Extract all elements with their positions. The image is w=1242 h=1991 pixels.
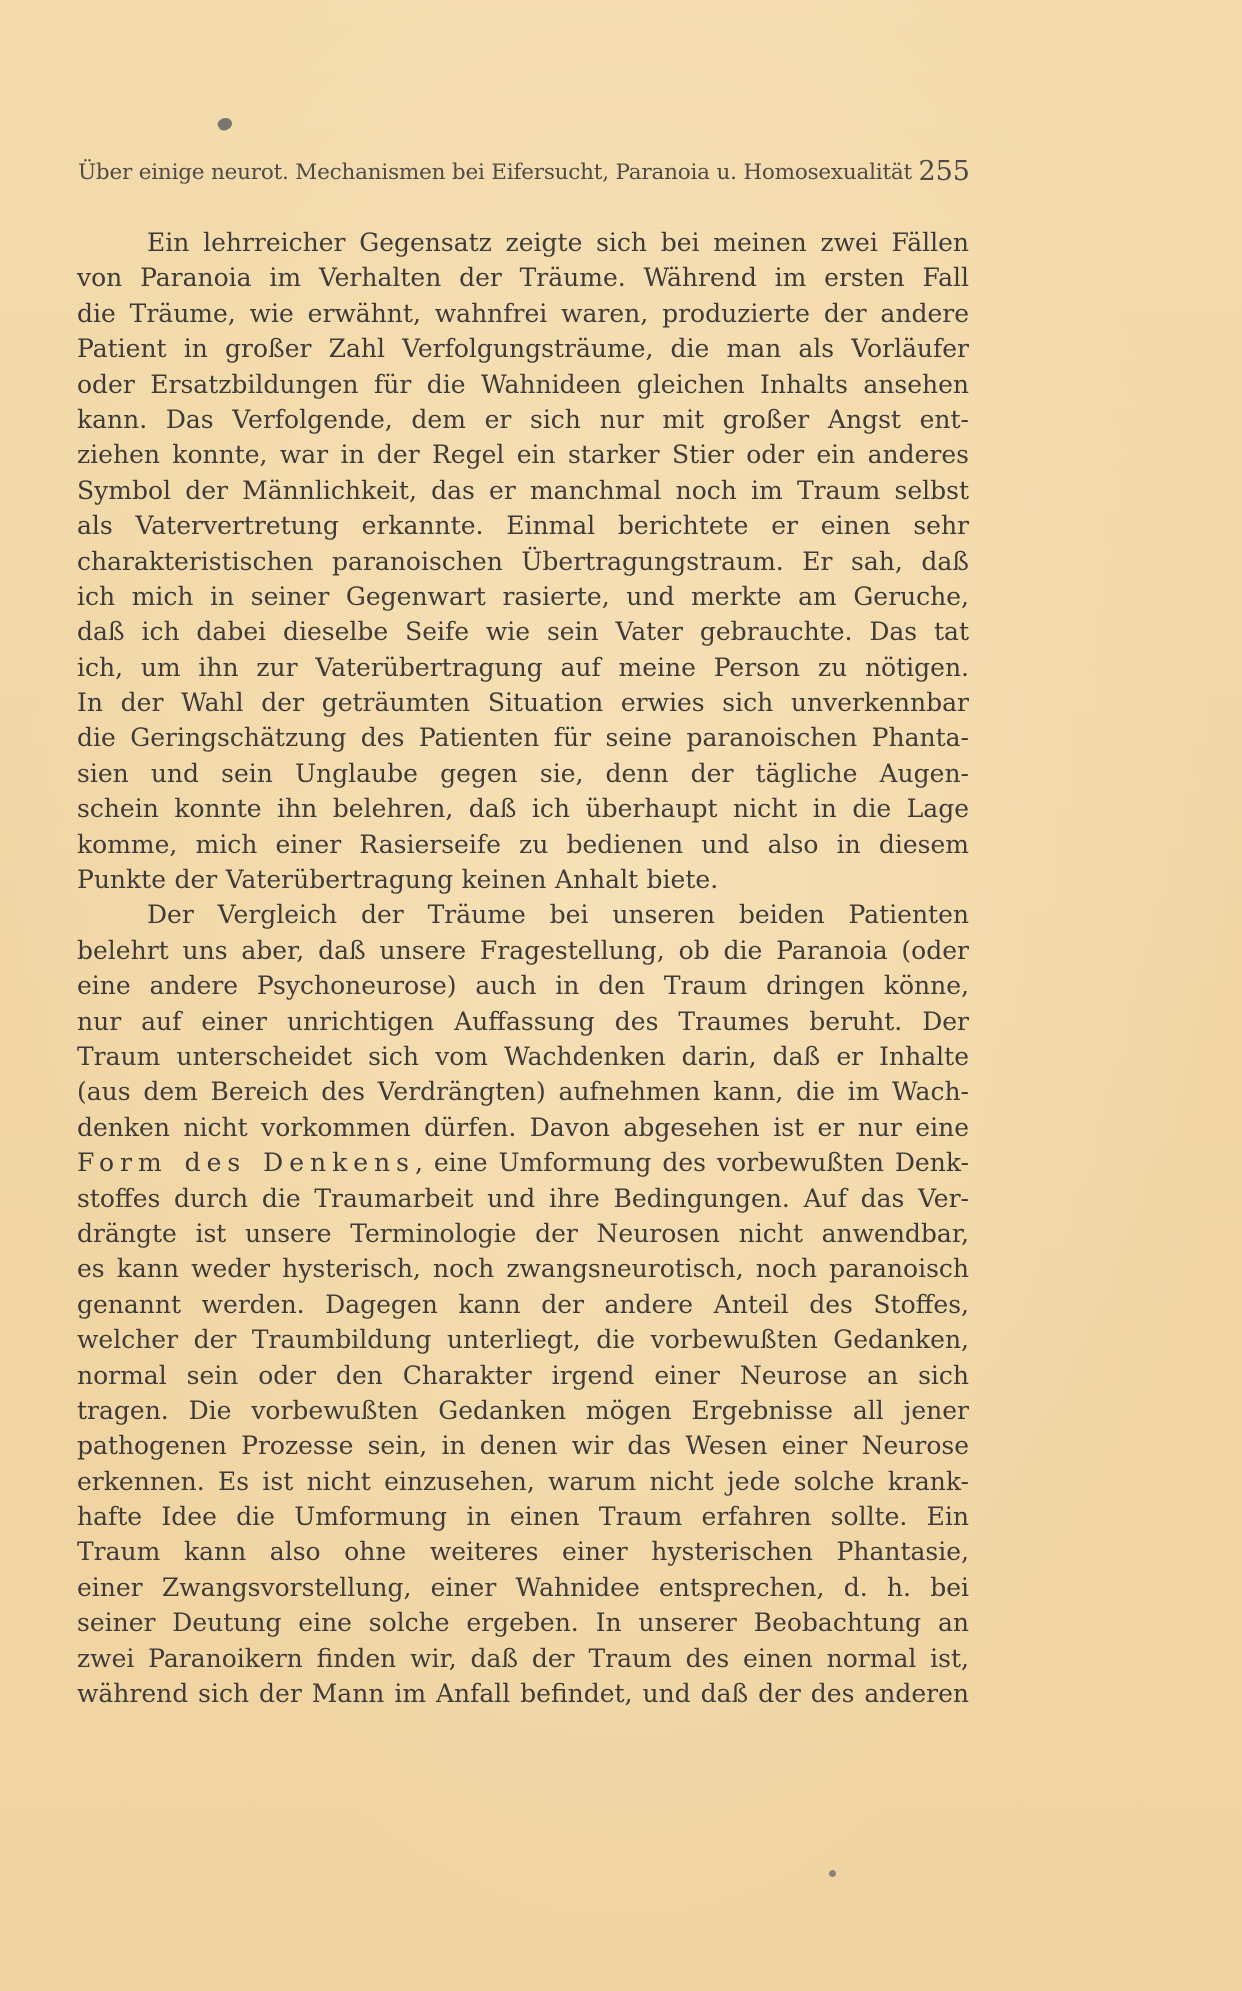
text-line: genannt werden. Dagegen kann der andere Anteil des Stoffes, <box>77 1289 969 1319</box>
text-line: eine andere Psychoneurose) auch in den Traum dringen könne, <box>77 971 969 1001</box>
running-title: Über einige neurot. Mechanismen bei Eifersucht, Paranoia u. Homosexualität <box>78 160 912 185</box>
text-line: In der Wahl der geträumten Situation erwies sich unverkennbar <box>77 688 969 718</box>
text-line: sien und sein Unglaube gegen sie, denn der tägliche Augen- <box>77 758 969 788</box>
text-line: Symbol der Männlichkeit, das er manchmal noch im Traum selbst <box>77 475 969 505</box>
text-line: einer Zwangsvorstellung, einer Wahnidee entsprechen, d. h. bei <box>77 1572 969 1602</box>
text-line: Traum kann also ohne weiteres einer hysterischen Phantasie, <box>77 1537 969 1567</box>
text-line: während sich der Mann im Anfall befindet, und daß der des anderen <box>77 1679 969 1709</box>
text-line: ziehen konnte, war in der Regel ein starker Stier oder ein anderes <box>77 440 969 470</box>
text-line: schein konnte ihn belehren, daß ich überhaupt nicht in die Lage <box>77 794 969 824</box>
paragraph-start-line: Der Vergleich der Träume bei unseren beiden Patienten <box>147 900 969 930</box>
text-line: hafte Idee die Umformung in einen Traum erfahren sollte. Ein <box>77 1502 969 1532</box>
text-line: stoffes durch die Traumarbeit und ihre Bedingungen. Auf das Ver- <box>77 1183 969 1213</box>
text-line: kann. Das Verfolgende, dem er sich nur mit großer Angst ent- <box>77 404 969 434</box>
emphasized-phrase: Form des Denkens <box>77 1148 415 1178</box>
text-line: belehrt uns aber, daß unsere Fragestellung, ob die Paranoia (oder <box>77 935 969 965</box>
text-line: zwei Paranoikern finden wir, daß der Traum des einen normal ist, <box>77 1643 969 1673</box>
text-line: Traum unterscheidet sich vom Wachdenken darin, daß er Inhalte <box>77 1041 969 1071</box>
text-line: die Geringschätzung des Patienten für seine paranoischen Phanta- <box>77 723 969 753</box>
page-number: 255 <box>918 156 970 187</box>
text-line: es kann weder hysterisch, noch zwangsneurotisch, noch paranoisch <box>77 1254 969 1284</box>
paragraph-end-line: Punkte der Vaterübertragung keinen Anhalt biete. <box>77 865 719 895</box>
text-line-remainder: , eine Umformung des vorbewußten Denk- <box>414 1148 969 1178</box>
text-line: oder Ersatzbildungen für die Wahnideen gleichen Inhalts ansehen <box>77 369 969 399</box>
text-line: nur auf einer unrichtigen Auffassung des Traumes beruht. Der <box>77 1006 969 1036</box>
ink-speck-mark <box>216 115 234 132</box>
text-line: welcher der Traumbildung unterliegt, die vorbewußten Gedanken, <box>77 1325 969 1355</box>
text-line: (aus dem Bereich des Verdrängten) aufnehmen kann, die im Wach- <box>77 1077 969 1107</box>
text-line: als Vatervertretung erkannte. Einmal berichtete er einen sehr <box>77 511 969 541</box>
text-line: ich, um ihn zur Vaterübertragung auf meine Person zu nötigen. <box>77 652 969 682</box>
text-line: pathogenen Prozesse sein, in denen wir das Wesen einer Neurose <box>77 1431 969 1461</box>
text-line: denken nicht vorkommen dürfen. Davon abgesehen ist er nur eine <box>77 1112 969 1142</box>
text-line: drängte ist unsere Terminologie der Neurosen nicht anwendbar, <box>77 1218 969 1248</box>
text-line: Patient in großer Zahl Verfolgungsträume, die man als Vorläufer <box>77 334 969 364</box>
text-line: ich mich in seiner Gegenwart rasierte, und merkte am Geruche, <box>77 581 969 611</box>
text-line: komme, mich einer Rasierseife zu bedienen und also in diesem <box>77 829 969 859</box>
text-line-with-emphasis <box>77 1145 969 1180</box>
text-line: charakteristischen paranoischen Übertragungstraum. Er sah, daß <box>77 546 969 576</box>
ink-speck-mark <box>829 1870 836 1877</box>
text-line: erkennen. Es ist nicht einzusehen, warum nicht jede solche krank- <box>77 1466 969 1496</box>
text-line: von Paranoia im Verhalten der Träume. Während im ersten Fall <box>77 263 969 293</box>
text-line: seiner Deutung eine solche ergeben. In unserer Beobachtung an <box>77 1608 969 1638</box>
body-text <box>77 225 969 1711</box>
text-line: tragen. Die vorbewußten Gedanken mögen Ergebnisse all jener <box>77 1395 969 1425</box>
text-line: Ein lehrreicher Gegensatz zeigte sich bei meinen zwei Fällen <box>147 228 969 257</box>
running-header <box>78 156 970 196</box>
text-line: daß ich dabei dieselbe Seife wie sein Vater gebrauchte. Das tat <box>77 617 969 647</box>
text-line: die Träume, wie erwähnt, wahnfrei waren, produzierte der andere <box>77 298 969 328</box>
text-line: normal sein oder den Charakter irgend einer Neurose an sich <box>77 1360 969 1390</box>
